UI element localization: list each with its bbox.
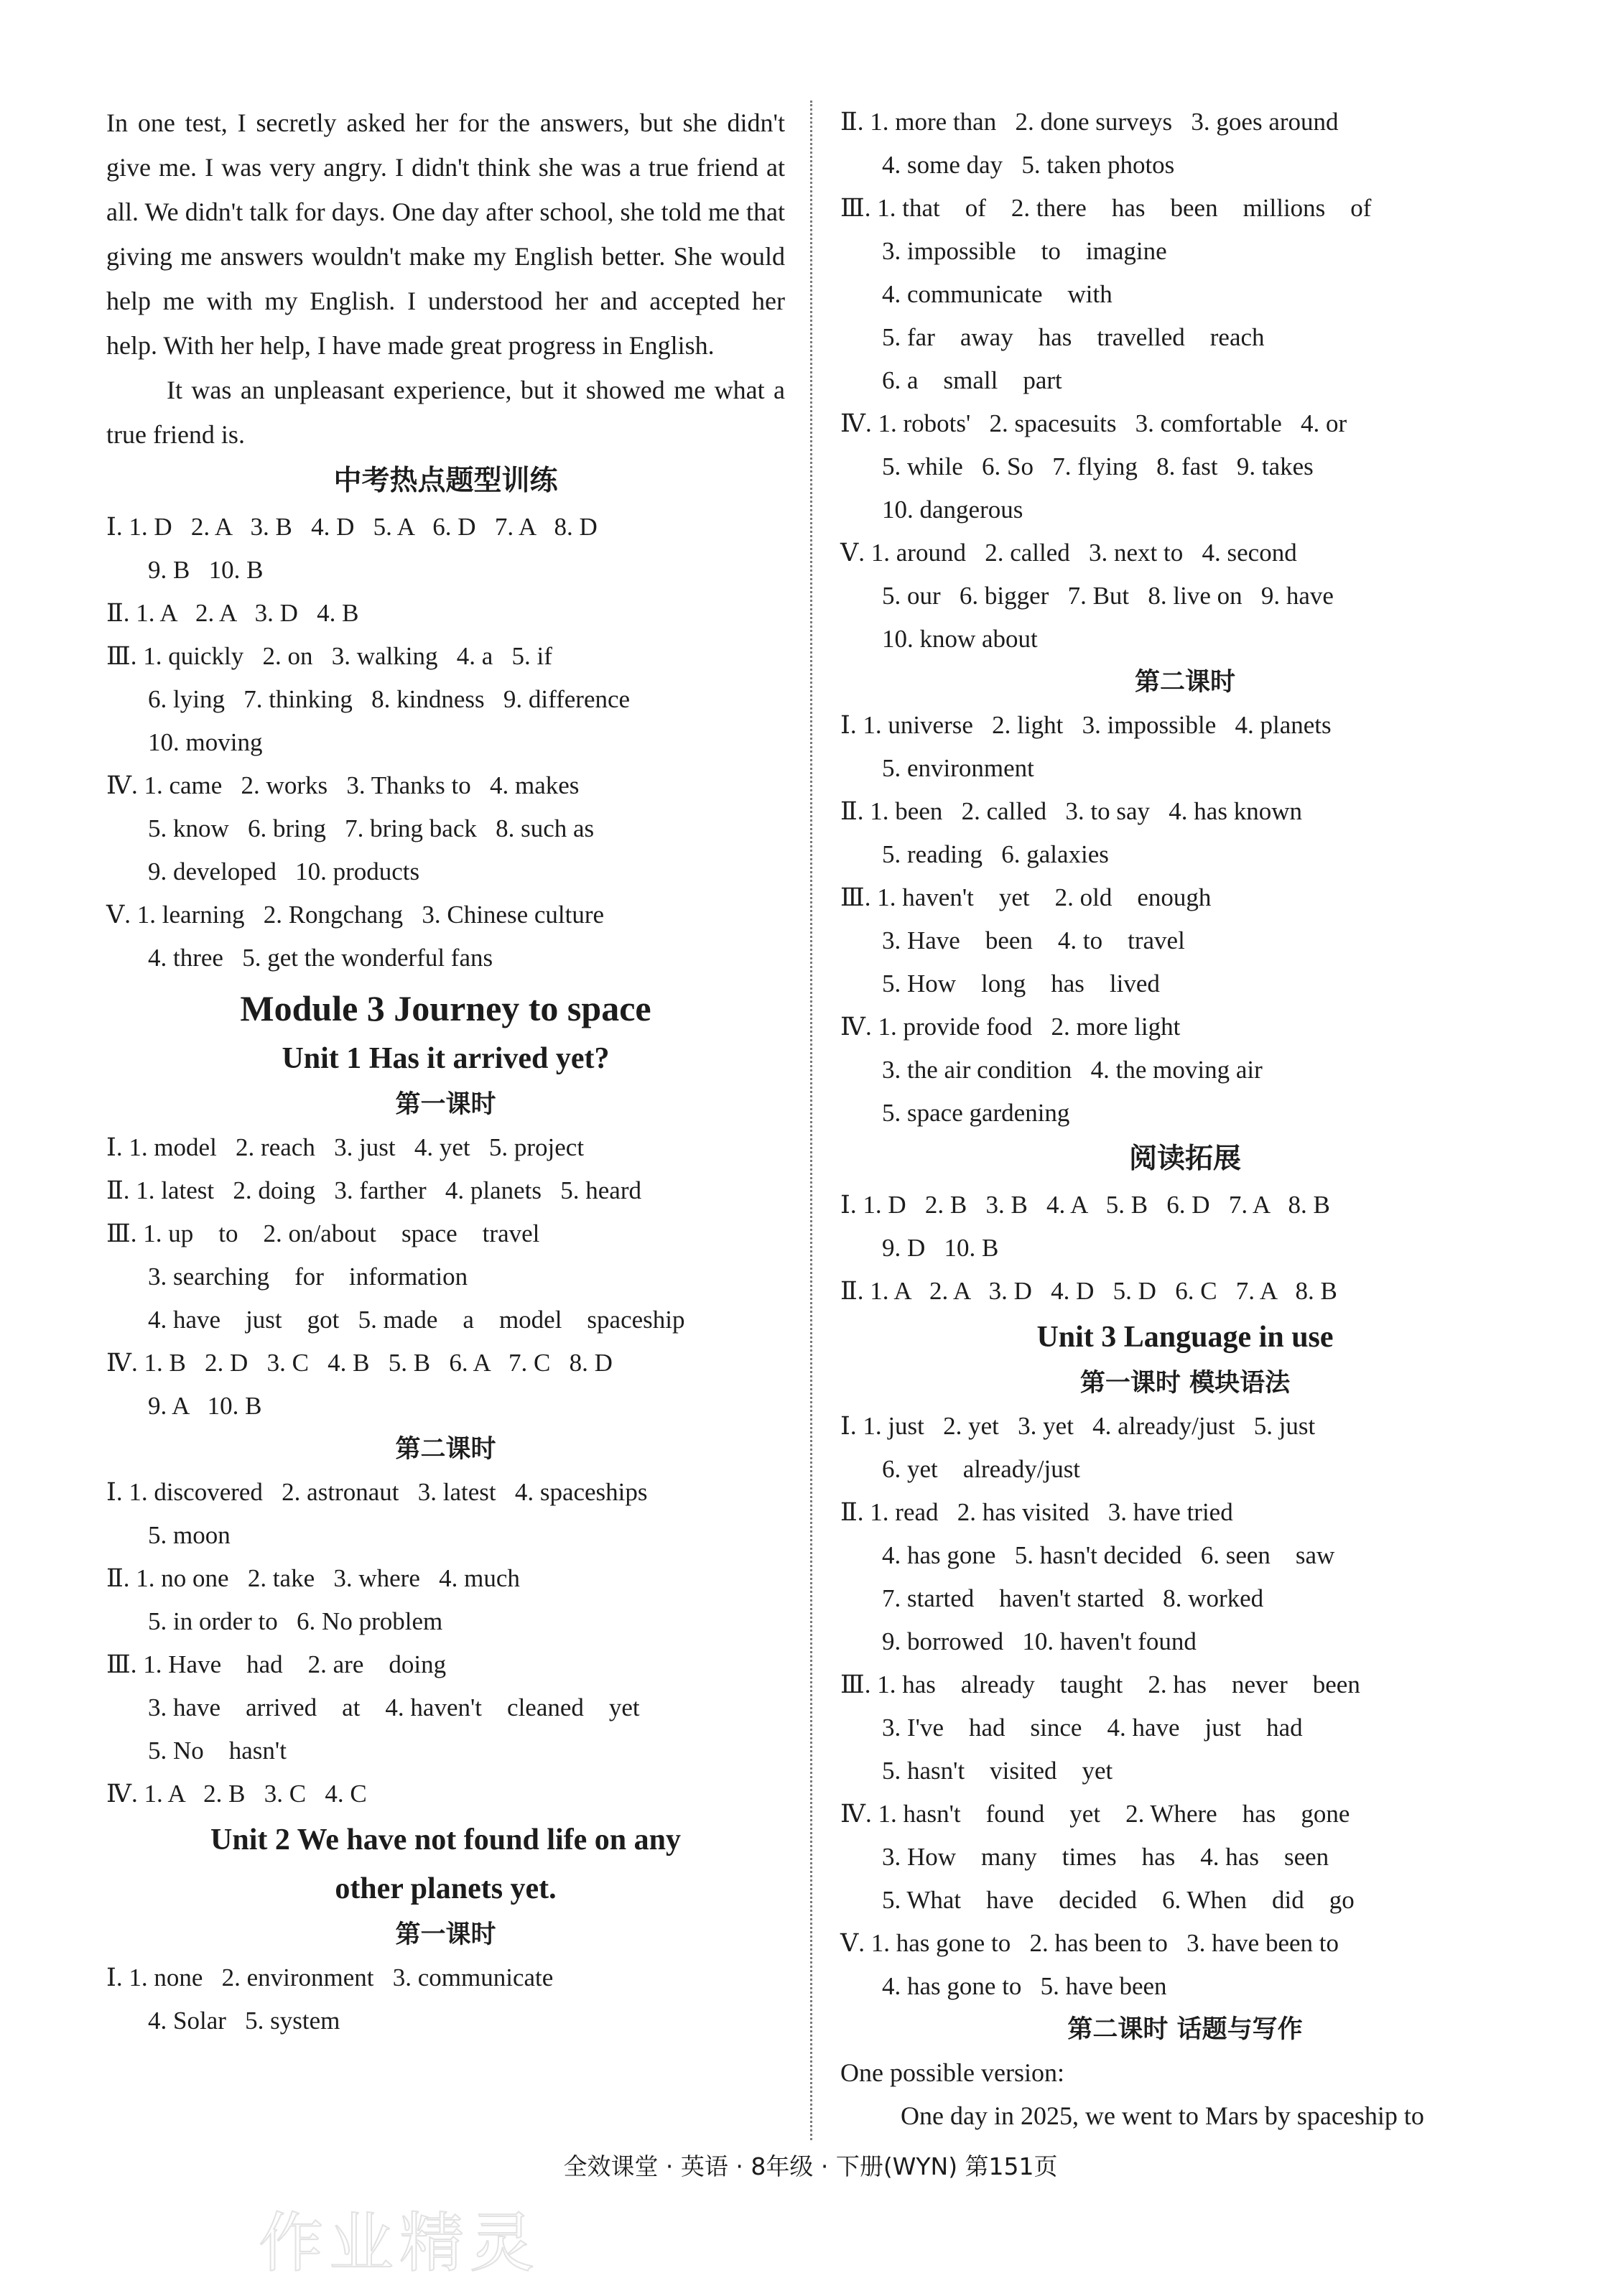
answer-line: Ⅴ. 1. around 2. called 3. next to 4. second <box>840 539 1297 567</box>
answer-line: Ⅰ. 1. model 2. reach 3. just 4. yet 5. project <box>106 1133 585 1161</box>
possible-version-label: One possible version: <box>840 2058 1064 2087</box>
answer-line: Ⅲ. 1. that of 2. there has been millions of <box>840 194 1372 222</box>
answer-line: 3. Have been 4. to travel <box>882 926 1185 954</box>
answer-line: 6. a small part <box>882 366 1062 394</box>
page-footer: 全效课堂 · 英语 · 8年级 · 下册(WYN) 第151页 <box>563 2152 1058 2180</box>
answer-line: 5. our 6. bigger 7. But 8. live on 9. have <box>882 582 1334 610</box>
answer-line: 5. No hasn't <box>148 1737 287 1765</box>
answer-line: 9. borrowed 10. haven't found <box>882 1627 1197 1655</box>
unit-2-lesson-1-heading: 第一课时 <box>395 1920 496 1949</box>
unit-2-lesson-2-heading: 第二课时 <box>1134 668 1235 697</box>
unit-3-title: Unit 3 Language in use <box>1036 1321 1334 1354</box>
answer-line: Ⅰ. 1. D 2. A 3. B 4. D 5. A 6. D 7. A 8. D <box>106 513 598 541</box>
answer-line: 4. has gone to 5. have been <box>882 1972 1167 2000</box>
unit-2-lesson-2-answers <box>840 704 1530 1135</box>
answer-line: Ⅱ. 1. no one 2. take 3. where 4. much <box>106 1564 520 1592</box>
answer-line: 3. impossible to imagine <box>882 237 1167 265</box>
answer-line: 5. in order to 6. No problem <box>148 1607 443 1635</box>
answer-line: Ⅱ. 1. A 2. A 3. D 4. B <box>106 599 359 627</box>
module-title: Module 3 Journey to space <box>240 988 651 1028</box>
answer-line: 6. lying 7. thinking 8. kindness 9. difference <box>148 685 631 713</box>
essay-paragraph-2: It was an unpleasant experience, but it showed me what a true friend is. <box>106 376 785 449</box>
reading-extension-answers <box>840 1184 1530 1313</box>
answer-line: 4. some day 5. taken photos <box>882 151 1175 179</box>
answer-line: Ⅱ. 1. more than 2. done surveys 3. goes around <box>840 108 1339 136</box>
answer-line: 3. How many times has 4. has seen <box>882 1843 1329 1871</box>
hot-topics-heading: 中考热点题型训练 <box>333 465 558 497</box>
unit-2-lesson-1-answers <box>106 1956 785 2042</box>
unit-3-lesson-1-answers <box>840 1405 1530 2008</box>
answer-line: Ⅳ. 1. came 2. works 3. Thanks to 4. makes <box>106 771 580 799</box>
answer-line: 3. have arrived at 4. haven't cleaned yet <box>148 1693 640 1721</box>
answer-line: Ⅳ. 1. hasn't found yet 2. Where has gone <box>840 1800 1350 1828</box>
answer-line: Ⅳ. 1. B 2. D 3. C 4. B 5. B 6. A 7. C 8. D <box>106 1349 613 1377</box>
topic-writing-heading: 第二课时 话题与写作 <box>1067 2015 1303 2044</box>
answer-line: Ⅴ. 1. learning 2. Rongchang 3. Chinese culture <box>106 901 605 929</box>
answer-line: Ⅰ. 1. none 2. environment 3. communicate <box>106 1963 554 1991</box>
lesson-2-heading: 第二课时 <box>395 1435 496 1464</box>
answer-line: Ⅳ. 1. provide food 2. more light <box>840 1013 1181 1041</box>
answer-line: Ⅲ. 1. haven't yet 2. old enough <box>840 883 1212 911</box>
answer-line: 5. How long has lived <box>882 970 1160 998</box>
answer-line: Ⅲ. 1. Have had 2. are doing <box>106 1650 447 1678</box>
answer-line: 5. What have decided 6. When did go <box>882 1886 1355 1914</box>
answer-line: Ⅲ. 1. has already taught 2. has never been <box>840 1670 1360 1698</box>
lesson-1-heading: 第一课时 <box>395 1090 496 1119</box>
answer-line: 3. searching for information <box>148 1263 468 1291</box>
answer-line: 4. has gone 5. hasn't decided 6. seen saw <box>882 1541 1335 1569</box>
answer-line: 10. dangerous <box>882 496 1023 524</box>
answer-line: 10. moving <box>148 728 263 756</box>
watermark: 作业精灵 <box>259 2206 540 2281</box>
answer-line: 7. started haven't started 8. worked <box>882 1584 1264 1612</box>
answer-line: 5. reading 6. galaxies <box>882 840 1109 868</box>
answer-line: Ⅳ. 1. A 2. B 3. C 4. C <box>106 1780 367 1808</box>
column-divider <box>810 101 812 2140</box>
answer-line: 4. have just got 5. made a model spaceship <box>148 1306 685 1334</box>
answer-line: 5. far away has travelled reach <box>882 323 1265 351</box>
answer-line: Ⅱ. 1. latest 2. doing 3. farther 4. planets 5. heard <box>106 1176 641 1204</box>
essay-paragraph-1: In one test, I secretly asked her for the answers, but she didn't give me. I was very angry. I didn't think she was a true friend at all. We didn't talk for days. One day after school, she told me that giving me answers wouldn't make my English better. She would help me with my English. I understood her and accepted her help. With her help, I have made great progress in English. <box>106 108 785 360</box>
unit-1-lesson-2-answers <box>106 1471 785 1816</box>
answer-line: Ⅰ. 1. discovered 2. astronaut 3. latest 4. spaceships <box>106 1478 648 1506</box>
answer-line: Ⅴ. 1. has gone to 2. has been to 3. have been to <box>840 1929 1339 1957</box>
sample-essay-start: One day in 2025, we went to Mars by spaceship to <box>901 2101 1424 2130</box>
answer-line: 5. environment <box>882 754 1034 782</box>
answer-line: Ⅱ. 1. A 2. A 3. D 4. D 5. D 6. C 7. A 8. B <box>840 1277 1337 1305</box>
right-column <box>840 101 1530 2137</box>
unit-2-title: Unit 2 We have not found life on any <box>210 1823 681 1856</box>
unit-2-lesson-1-answers-continued <box>840 101 1530 661</box>
answer-line: 6. yet already/just <box>882 1455 1081 1483</box>
reading-extension-heading: 阅读拓展 <box>1128 1143 1241 1175</box>
answer-line: Ⅳ. 1. robots' 2. spacesuits 3. comfortable 4. or <box>840 409 1347 437</box>
answer-line: 5. while 6. So 7. flying 8. fast 9. takes <box>882 452 1314 480</box>
answer-line: 4. communicate with <box>882 280 1113 308</box>
answer-line: 5. moon <box>148 1521 231 1549</box>
answer-line: 4. Solar 5. system <box>148 2007 340 2035</box>
answer-line: Ⅰ. 1. D 2. B 3. B 4. A 5. B 6. D 7. A 8. B <box>840 1191 1330 1219</box>
answer-line: Ⅰ. 1. universe 2. light 3. impossible 4. planets <box>840 711 1332 739</box>
answer-line: Ⅲ. 1. up to 2. on/about space travel <box>106 1219 540 1247</box>
answer-line: Ⅲ. 1. quickly 2. on 3. walking 4. a 5. if <box>106 642 552 670</box>
answer-line: 3. I've had since 4. have just had <box>882 1714 1303 1742</box>
answer-line: 5. hasn't visited yet <box>882 1757 1113 1785</box>
answer-line: 9. A 10. B <box>148 1392 262 1420</box>
module-grammar-heading: 第一课时 模块语法 <box>1079 1369 1291 1398</box>
answer-line: 9. B 10. B <box>148 556 264 584</box>
answer-line: Ⅰ. 1. just 2. yet 3. yet 4. already/just 5. just <box>840 1412 1316 1440</box>
answer-line: 4. three 5. get the wonderful fans <box>148 944 493 972</box>
answer-line: 3. the air condition 4. the moving air <box>882 1056 1263 1084</box>
hot-topics-answers <box>106 506 785 980</box>
left-column <box>106 101 785 2042</box>
answer-line: 5. know 6. bring 7. bring back 8. such as <box>148 814 595 842</box>
answer-line: 9. D 10. B <box>882 1234 999 1262</box>
answer-line: 10. know about <box>882 625 1038 653</box>
unit-1-lesson-1-answers <box>106 1126 785 1428</box>
unit-2-title-continued: other planets yet. <box>335 1872 557 1905</box>
answer-line: 5. space gardening <box>882 1099 1070 1127</box>
answer-line: 9. developed 10. products <box>148 857 420 886</box>
answer-line: Ⅱ. 1. been 2. called 3. to say 4. has known <box>840 797 1302 825</box>
answer-line: Ⅱ. 1. read 2. has visited 3. have tried <box>840 1498 1233 1526</box>
unit-1-title: Unit 1 Has it arrived yet? <box>282 1042 610 1075</box>
